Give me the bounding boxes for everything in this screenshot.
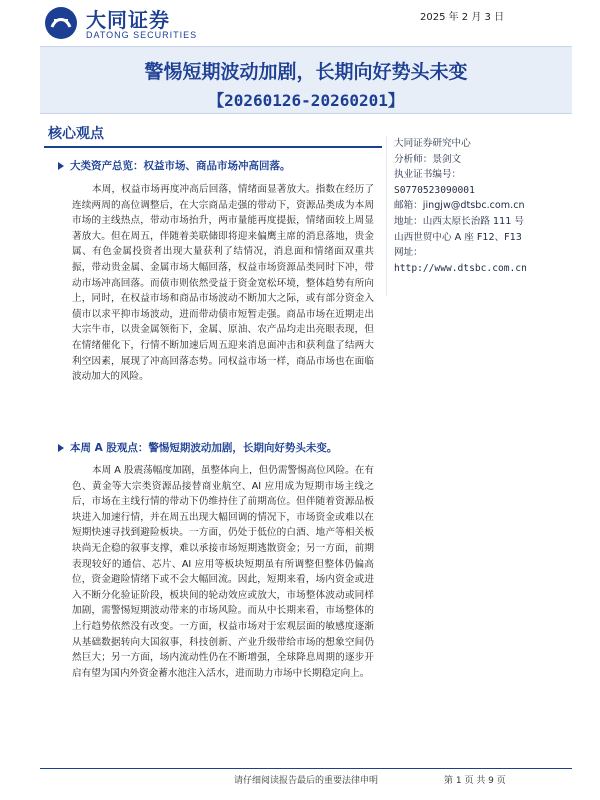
logo-chinese-name: 大同证券 bbox=[86, 8, 170, 32]
section-1-title-text: 大类资产总览：权益市场、商品市场冲高回落。 bbox=[70, 160, 291, 172]
report-title: 警惕短期波动加剧，长期向好势头未变 bbox=[144, 61, 468, 83]
website-link[interactable]: http://www.dtsbc.com.cn bbox=[394, 262, 527, 274]
address-line-1: 地址：山西太原长治路 111 号 bbox=[394, 215, 524, 227]
triangle-bullet-icon bbox=[58, 162, 64, 170]
section-2-body: 本周 A 股震荡幅度加剧，虽整体向上，但仍需警惕高位风险。在有色、黄金等大宗类资源品接替商业航空、AI 应用成为短期市场主线之后，市场在主线行情的带动下仍维持住了前期高位。但伴随着资源品板块进入加速行情，并在周五出现大幅回调的情况下，市场资金或难以在短期快速寻找到避险板块。一方面，仍处于低位的白酒、地产等相关板块尚无企稳的叙事支撑，难以承接市场短期逃散资金；另一方面，前期表现较好的通信、芯片、AI 应用等板块短期虽有所调整但整体仍偏高位，资金避险情绪下或不会大幅回流。因此，短期来看，场内资金或进入不断分化验证阶段，板块间的轮动效应或放大，市场整体波动或同样加剧，需警惕短期波动带来的市场风险。而从中长期来看，市场整体的上行趋势依然没有改变。一方面，权益市场对于宏观层面的敏感度逐渐从基础数据转向大国叙事，科技创新、产业升级带给市场的想象空间仍然巨大；另一方面，场内流动性仍在不断增强，全球降息周期的逐步开启有望为国内外资金蓄水池注入活水，进而助力市场中长期稳定向上。 bbox=[72, 465, 374, 679]
section-1-body: 本周，权益市场再度冲高后回落，情绪面显著放大。指数在经历了连续两周的高位调整后，在大宗商品走强的带动下，资源品类成为本周市场的主线热点，带动市场抬升，两市量能再度提振，情绪面较上周显著放大。但在周五，伴随着美联储即将迎来偏鹰主席的消息落地，贵金属、有色金属投资者出现大量获利了结情况，消息面和情绪面双重共振，带动贵金属、金属市场大幅回落，权益市场资源品类同时下冲，带动市场冲高回落。而债市则依然受益于资金宽松环境，整体趋势有所向上，同时，在权益市场和商品市场波动不断加大之际，或有部分资金入债市以求平抑市场波动，进而带动债市短暂走强。商品市场在近期走出大宗牛市，以贵金属领衔下，金属、原油、农产品均走出亮眼表现，但在情绪催化下，行情不断加速后周五迎来消息面冲击和获利盘了结两大利空因素，展现了冲高回落态势。同权益市场一样，商品市场也在面临波动加大的风险。 bbox=[72, 184, 374, 383]
title-banner bbox=[40, 46, 572, 114]
cert-label: 执业证书编号： bbox=[394, 169, 462, 181]
report-period: 【20260126-20260201】 bbox=[208, 91, 404, 110]
cert-number: S0770523090001 bbox=[394, 184, 475, 196]
core-heading: 核心观点 bbox=[48, 126, 104, 142]
report-date: 2025 年 2 月 3 日 bbox=[420, 12, 505, 23]
datong-logo-icon bbox=[44, 6, 78, 40]
address-line-2: 山西世贸中心 A 座 F12、F13 bbox=[394, 231, 522, 243]
section-1-title bbox=[58, 158, 291, 173]
triangle-bullet-icon bbox=[58, 444, 64, 452]
section-2-title bbox=[58, 440, 337, 455]
email[interactable]: 邮箱：jingjw@dtsbc.com.cn bbox=[394, 200, 525, 212]
footer-disclaimer: 请仔细阅读报告最后的重要法律申明 bbox=[234, 776, 379, 786]
footer-rule bbox=[40, 768, 572, 769]
website-label: 网址： bbox=[394, 247, 423, 259]
institute-name: 大同证券研究中心 bbox=[394, 138, 471, 149]
sidebar-divider bbox=[386, 136, 387, 296]
section-2-title-text: 本周 A 股观点：警惕短期波动加剧，长期向好势头未变。 bbox=[70, 442, 338, 454]
logo-english-name: DATONG SECURITIES bbox=[86, 30, 198, 40]
page-number: 第 1 页 共 9 页 bbox=[444, 776, 506, 786]
analyst-name: 分析师：景剑文 bbox=[394, 153, 462, 165]
sidebar-contact bbox=[394, 136, 576, 276]
company-logo bbox=[44, 4, 204, 44]
core-heading-rule bbox=[44, 146, 382, 148]
